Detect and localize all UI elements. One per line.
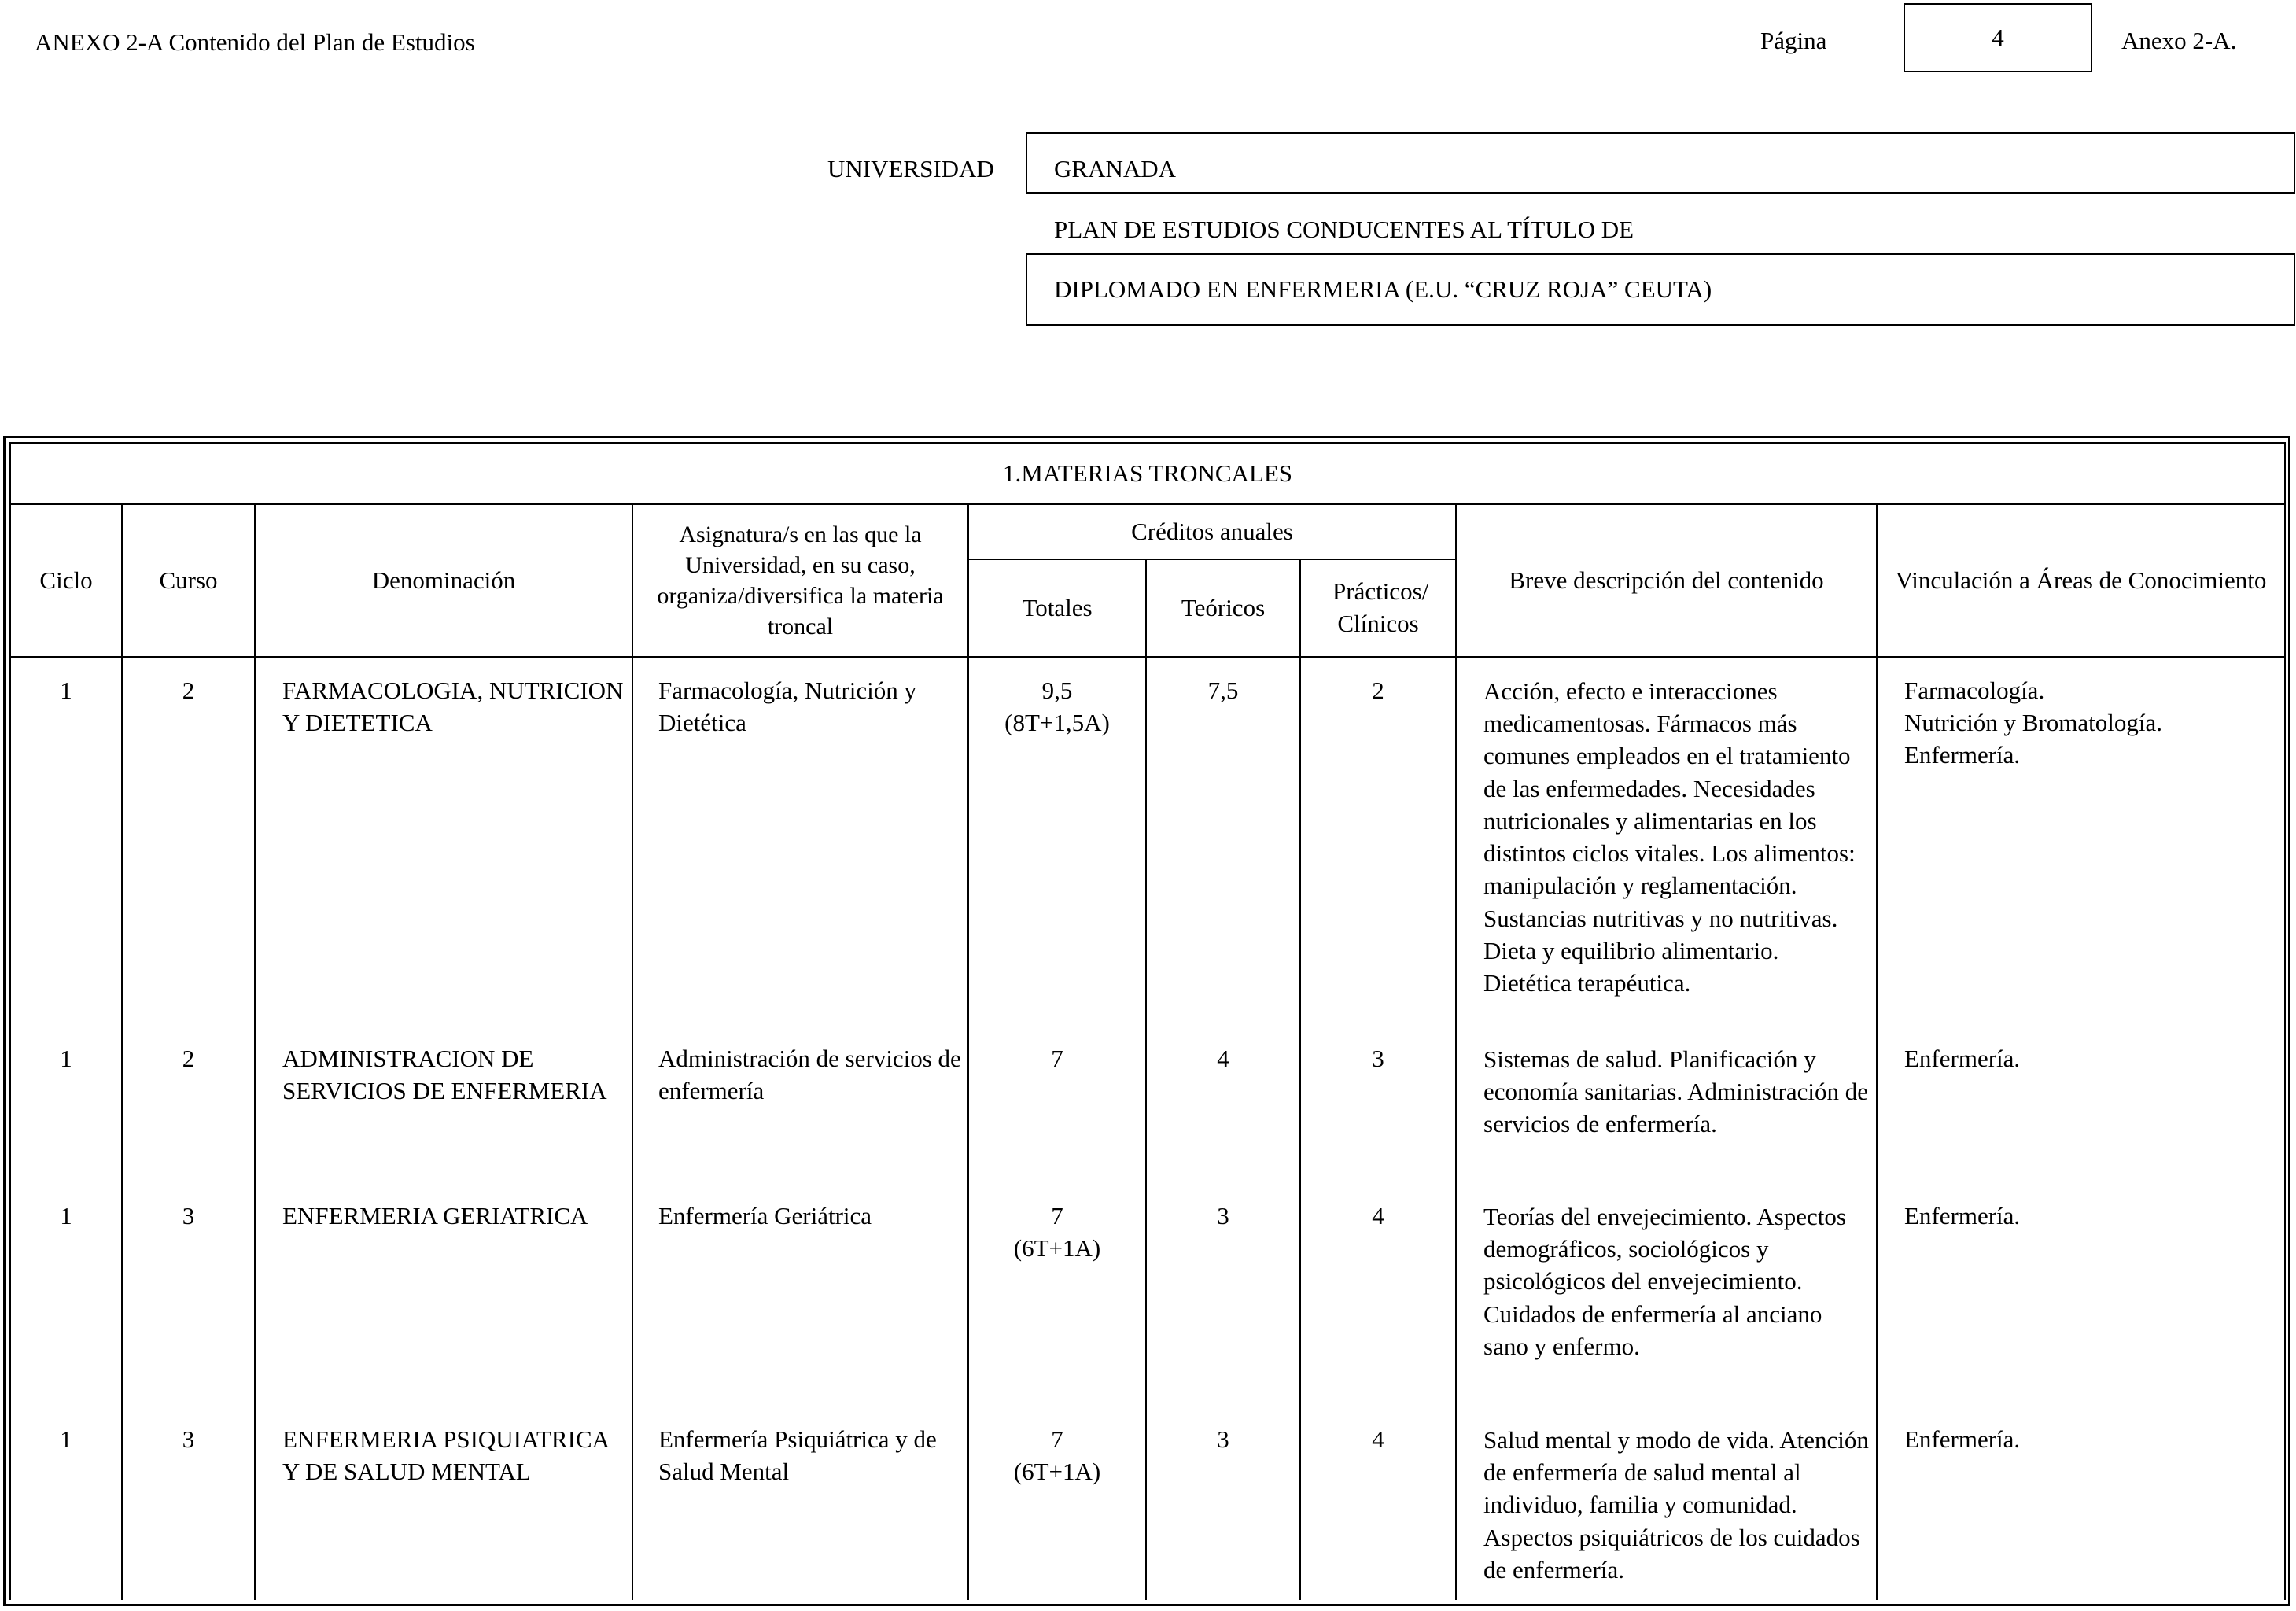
header-asignaturas: Asignatura/s en las que la Universidad, en su caso, organiza/diversifica la materia troncal bbox=[632, 504, 968, 657]
row-ciclo: 1 bbox=[10, 657, 122, 1038]
row-descripcion: Teorías del envejecimiento. Aspectos demográficos, sociológicos y psicológicos del envejecimiento. Cuidados de enfermería al anciano sano y enfermo. bbox=[1456, 1196, 1877, 1419]
header-curso: Curso bbox=[122, 504, 255, 657]
annex-label: Anexo 2-A. bbox=[2121, 27, 2237, 54]
header-practicos: Prácticos/ Clínicos bbox=[1300, 559, 1456, 657]
row-asignaturas: Enfermería Psiquiátrica y de Salud Mental bbox=[632, 1419, 968, 1600]
row-practicos: 4 bbox=[1300, 1196, 1456, 1419]
row-denominacion: FARMACOLOGIA, NUTRICION Y DIETETICA bbox=[255, 657, 632, 1038]
section-title: 1.MATERIAS TRONCALES bbox=[10, 443, 2285, 504]
row-asignaturas: Administración de servicios de enfermería bbox=[632, 1038, 968, 1196]
row-descripcion: Salud mental y modo de vida. Atención de enfermería de salud mental al individuo, familia y comunidad. Aspectos psiquiátricos de los cuidados de enfermería. bbox=[1456, 1419, 1877, 1600]
area-item: Enfermería. bbox=[1904, 1425, 2021, 1453]
degree-title: DIPLOMADO EN ENFERMERIA (E.U. “CRUZ ROJA” CEUTA) bbox=[1054, 275, 1712, 303]
university-box bbox=[1026, 132, 2295, 194]
totales-detail: (6T+1A) bbox=[1013, 1233, 1101, 1262]
area-item: Enfermería. bbox=[1904, 740, 2021, 769]
row-areas bbox=[1877, 1038, 2285, 1196]
university-label: UNIVERSIDAD bbox=[827, 155, 994, 182]
row-curso: 2 bbox=[122, 657, 255, 1038]
totales-value: 7 bbox=[1051, 1425, 1063, 1453]
row-ciclo: 1 bbox=[10, 1419, 122, 1600]
row-curso: 3 bbox=[122, 1196, 255, 1419]
totales-detail: (8T+1,5A) bbox=[1004, 708, 1110, 736]
totales-detail: (6T+1A) bbox=[1013, 1457, 1101, 1485]
header-areas: Vinculación a Áreas de Conocimiento bbox=[1877, 504, 2285, 657]
header-creditos: Créditos anuales bbox=[968, 504, 1456, 559]
plan-label: PLAN DE ESTUDIOS CONDUCENTES AL TÍTULO DE bbox=[1054, 216, 1634, 243]
row-ciclo: 1 bbox=[10, 1038, 122, 1196]
area-item: Farmacología. bbox=[1904, 676, 2045, 704]
page-number-box bbox=[1904, 3, 2092, 72]
row-areas bbox=[1877, 1196, 2285, 1419]
header-ciclo: Ciclo bbox=[10, 504, 122, 657]
header-teoricos: Teóricos bbox=[1146, 559, 1300, 657]
row-curso: 3 bbox=[122, 1419, 255, 1600]
area-item: Enfermería. bbox=[1904, 1045, 2021, 1072]
row-totales bbox=[968, 657, 1146, 1038]
header-descripcion: Breve descripción del contenido bbox=[1456, 504, 1877, 657]
document-title: ANEXO 2-A Contenido del Plan de Estudios bbox=[35, 28, 475, 56]
page-number: 4 bbox=[1992, 23, 2004, 51]
row-teoricos: 3 bbox=[1146, 1196, 1300, 1419]
totales-value: 7 bbox=[1051, 1202, 1063, 1229]
row-areas bbox=[1877, 1419, 2285, 1600]
row-curso: 2 bbox=[122, 1038, 255, 1196]
row-practicos: 3 bbox=[1300, 1038, 1456, 1196]
row-ciclo: 1 bbox=[10, 1196, 122, 1419]
row-teoricos: 7,5 bbox=[1146, 657, 1300, 1038]
row-teoricos: 3 bbox=[1146, 1419, 1300, 1600]
area-item: Nutrición y Bromatología. bbox=[1904, 708, 2163, 736]
row-teoricos: 4 bbox=[1146, 1038, 1300, 1196]
subjects-table-frame bbox=[3, 436, 2290, 1606]
row-descripcion: Acción, efecto e interacciones medicamentosas. Fármacos más comunes empleados en el tratamiento de las enfermedades. Necesidades nutricionales y alimentarias en los distintos ciclos vitales. Los alimentos: manipulación y reglamentación. Sustancias nutritivas y no nutritivas. Dieta y equilibrio alimentario. Dietética terapéutica. bbox=[1456, 657, 1877, 1038]
row-totales bbox=[968, 1038, 1146, 1196]
subjects-table bbox=[9, 442, 2286, 1600]
university-value: GRANADA bbox=[1054, 155, 1176, 182]
row-asignaturas: Farmacología, Nutrición y Dietética bbox=[632, 657, 968, 1038]
row-descripcion: Sistemas de salud. Planificación y economía sanitarias. Administración de servicios de enfermería. bbox=[1456, 1038, 1877, 1196]
header-denominacion: Denominación bbox=[255, 504, 632, 657]
row-practicos: 4 bbox=[1300, 1419, 1456, 1600]
row-asignaturas: Enfermería Geriátrica bbox=[632, 1196, 968, 1419]
row-denominacion: ENFERMERIA GERIATRICA bbox=[255, 1196, 632, 1419]
row-denominacion: ENFERMERIA PSIQUIATRICA Y DE SALUD MENTAL bbox=[255, 1419, 632, 1600]
header-totales: Totales bbox=[968, 559, 1146, 657]
row-totales bbox=[968, 1196, 1146, 1419]
row-practicos: 2 bbox=[1300, 657, 1456, 1038]
row-totales bbox=[968, 1419, 1146, 1600]
row-denominacion: ADMINISTRACION DE SERVICIOS DE ENFERMERIA bbox=[255, 1038, 632, 1196]
totales-value: 7 bbox=[1051, 1045, 1063, 1072]
row-areas bbox=[1877, 657, 2285, 1038]
page-label: Página bbox=[1760, 27, 1827, 54]
totales-value: 9,5 bbox=[1041, 676, 1073, 704]
area-item: Enfermería. bbox=[1904, 1202, 2021, 1229]
